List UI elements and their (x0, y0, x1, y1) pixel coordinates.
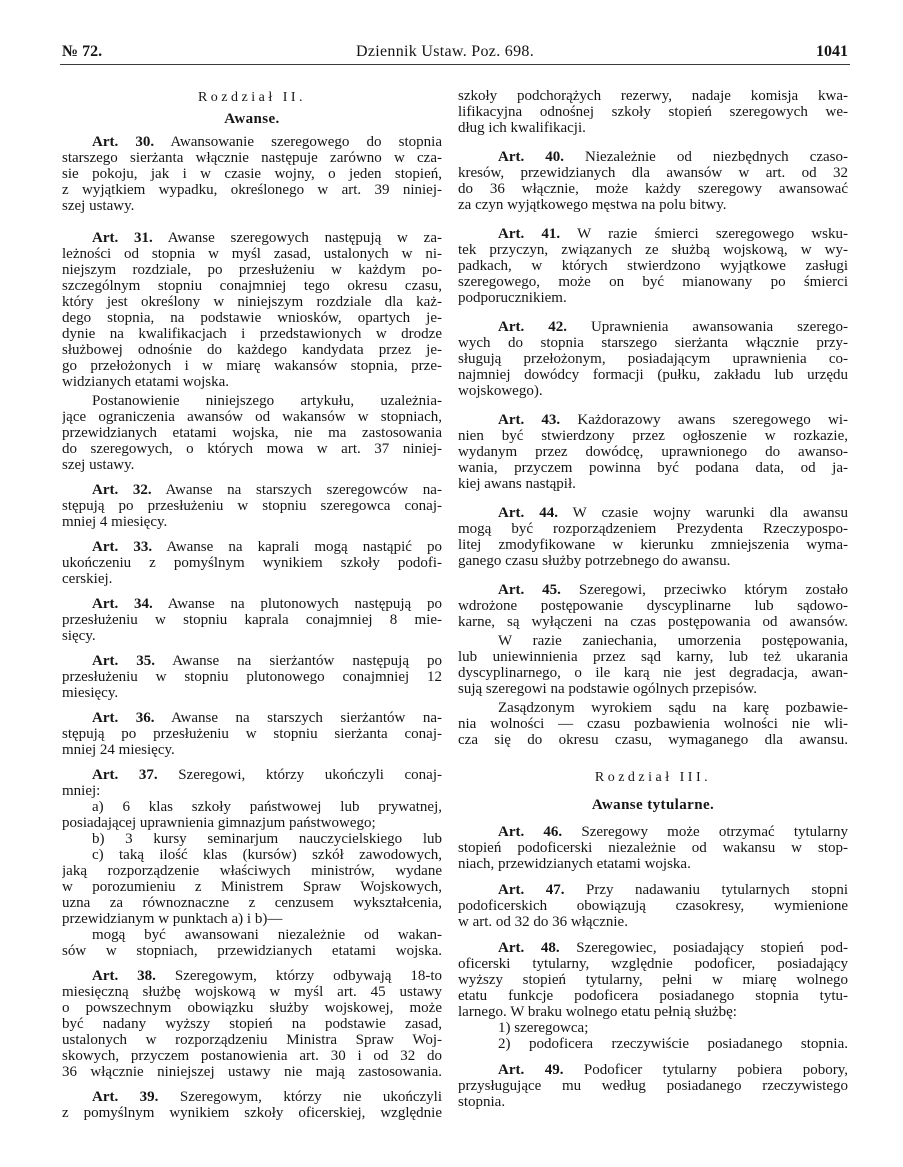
text-line: sów w stopniach, przewidzianych etatami wojska. (62, 943, 442, 959)
left-column (62, 88, 442, 1121)
text-line: miesięcy. (62, 685, 119, 701)
text-line (458, 940, 848, 956)
article-47 (458, 882, 848, 930)
article-36 (62, 710, 442, 758)
text-line: podporucznikiem. (458, 290, 567, 306)
text-line (458, 582, 848, 598)
article-label: Art. 33. (92, 539, 153, 555)
text-line (62, 653, 442, 669)
text-line: ganego czasu służby potrzebnego do awansu. (458, 553, 731, 569)
article-label: Art. 32. (92, 482, 152, 498)
text-line: wania, przyczem powinna być podana data, od ja- (458, 460, 848, 476)
text-line: larnego. W braku wolnego etatu pełnią służbę: (458, 1004, 737, 1020)
line-text: Awanse na starszych sierżantów na- (171, 710, 442, 726)
article-label: Art. 31. (92, 230, 153, 246)
text-line: jące ograniczenia awansów od wakansów w stopniach, (62, 409, 442, 425)
line-text: W czasie wojny warunki dla awansu (572, 505, 848, 521)
paragraph (458, 226, 848, 306)
header-rule (60, 64, 850, 65)
paragraph (458, 940, 848, 1020)
line-text: Szeregowy może otrzymać tytularny (581, 824, 848, 840)
text-line (62, 482, 442, 498)
text-line: wojskowego). (458, 383, 543, 399)
text-line (62, 847, 442, 863)
article-41 (458, 226, 848, 306)
paragraph (62, 596, 442, 644)
text-line (62, 393, 442, 409)
text-line (62, 799, 442, 815)
text-line: lifikacyjna odnośnej szkoły stopień szeregowych we- (458, 104, 848, 120)
line-text: W razie zaniechania, umorzenia postępowania, (498, 633, 848, 649)
paragraph (62, 767, 442, 799)
line-text: Awanse na kaprali mogą nastąpić po (166, 539, 442, 555)
text-line: mogą być rozporządzeniem Prezydenta Rzeczypospo- (458, 521, 848, 537)
article-44 (458, 505, 848, 569)
article-34 (62, 596, 442, 644)
text-line: do 36 włącznie, może każdy szeregowy awansować (458, 181, 848, 197)
text-line: mniej 4 miesięcy. (62, 514, 168, 530)
paragraph (458, 505, 848, 569)
text-line: nia wolności — czasu pozbawienia wolności nie wli- (458, 716, 848, 732)
paragraph (62, 134, 442, 214)
text-line (458, 149, 848, 165)
text-line (62, 1089, 442, 1105)
text-line: stopnia. (458, 1094, 506, 1110)
paragraph (458, 149, 848, 213)
line-text: 2) podoficera rzeczywiście posiadanego stopnia. (498, 1036, 848, 1052)
text-line (62, 927, 442, 943)
text-line: litej zmodyfikowane w kierunku zmniejszenia wyma- (458, 537, 848, 553)
text-line: tek przyczyn, związanych ze służbą wojskową, w wy- (458, 242, 848, 258)
line-text: b) 3 kursy seminarjum nauczycielskiego lub (92, 831, 442, 847)
text-line: w art. od 32 do 36 włącznie. (458, 914, 628, 930)
text-line: widzianych etatami wojska. (62, 374, 230, 390)
text-line: sięcy. (62, 628, 96, 644)
line-text: Awanse na plutonowych następują po (167, 596, 442, 612)
paragraph (458, 700, 848, 748)
article-label: Art. 41. (498, 226, 561, 242)
line-text: Przy nadawaniu tytularnych stopni (586, 882, 848, 898)
text-line: cerskiej. (62, 571, 113, 587)
text-line: szej ustawy. (62, 457, 135, 473)
text-line: oficerski tytularny, względnie podoficer, posiadający (458, 956, 848, 972)
line-text: Zasądzonym wyrokiem sądu na karę pozbawie- (498, 700, 848, 716)
article-list (62, 134, 442, 1121)
line-text: Postanowienie niniejszego artykułu, uzależnia- (92, 393, 442, 409)
paragraph (62, 482, 442, 530)
text-line: szej ustawy. (62, 198, 135, 214)
text-line (458, 505, 848, 521)
line-text: Szeregowym, którzy nie ukończyli (179, 1089, 442, 1105)
paragraph (62, 799, 442, 831)
text-line: kresów, przewidzianych dla awansów w art. od 32 (458, 165, 848, 181)
line-text: W razie śmierci szeregowego wsku- (577, 226, 848, 242)
paragraph (458, 582, 848, 630)
line-text: Szeregowiec, posiadający stopień pod- (576, 940, 848, 956)
paragraph (458, 1036, 848, 1052)
paragraph (458, 633, 848, 697)
text-line: szczególnym stopniu conajmniej tego okresu czasu, (62, 278, 442, 294)
article-label: Art. 30. (92, 134, 155, 150)
article-42 (458, 319, 848, 399)
article-label: Art. 36. (92, 710, 155, 726)
text-line: stępują po przesłużeniu w stopniu sierżanta conaj- (62, 726, 442, 742)
text-line: podoficerskich obowiązują czasokresy, wymienione (458, 898, 848, 914)
text-line: posiadającej uprawnienia gimnazjum państwowego; (62, 815, 376, 831)
line-text: mogą być awansowani niezależnie od wakan- (92, 927, 442, 943)
text-line: lub uniewinnienia przez sąd karny, lub też ukarania (458, 649, 848, 665)
article-43 (458, 412, 848, 492)
line-text: Szeregowi, przeciwko którym zostało (578, 582, 848, 598)
chapter-title: Awanse. (224, 111, 280, 127)
text-line: dług ich kwalifikacji. (458, 120, 586, 136)
article-38 (62, 968, 442, 1080)
chapter-label: Rozdział II. (197, 90, 307, 105)
text-line: przewidzianych etatami wojska, nie ma zastosowania (62, 425, 442, 441)
text-line: za czyn wyjątkowego męstwa na polu bitwy. (458, 197, 727, 213)
text-line (458, 882, 848, 898)
text-line: wdrożone postępowanie dyscyplinarne lub sądowo- (458, 598, 848, 614)
text-line: sługują przełożonym, posiadającym uprawnienia co- (458, 351, 848, 367)
paragraph (458, 319, 848, 399)
text-line: stępują po przesłużeniu w stopniu szeregowca conaj- (62, 498, 442, 514)
line-text: 1) szeregowca; (498, 1020, 589, 1036)
text-line: mniej 24 miesięcy. (62, 742, 175, 758)
chapter-heading (62, 88, 442, 130)
article-label: Art. 44. (498, 505, 558, 521)
paragraph (458, 1020, 848, 1036)
text-line (458, 700, 848, 716)
text-line: miesięczną służbę wojskową w myśl art. 45 ustawy (62, 984, 442, 1000)
paragraph (62, 847, 442, 927)
paragraph (458, 1062, 848, 1110)
line-text: Podoficer tytularny pobiera pobory, (583, 1062, 848, 1078)
article-label: Art. 35. (92, 653, 156, 669)
text-line: starszego sierżanta włącznie następuje zarówno w cza- (62, 150, 442, 166)
text-line (458, 633, 848, 649)
article-label: Art. 46. (498, 824, 563, 840)
text-line: być nadany wyższy stopień na podstawie zasad, (62, 1016, 442, 1032)
issue-number: № 72. (62, 43, 103, 60)
text-line (458, 1036, 848, 1052)
text-line: z pomyślnym wynikiem szkoły oficerskiej, względnie (62, 1105, 442, 1121)
text-line: niejszym rozdziale, po przesłużeniu w każdym po- (62, 262, 442, 278)
page-number: 1041 (816, 43, 848, 60)
text-line: do szeregowych, o których mowa w art. 37 niniej- (62, 441, 442, 457)
text-line: o powszechnym obowiązku służby wojskowej, może (62, 1000, 442, 1016)
paragraph (62, 230, 442, 390)
text-line: wyższy stopień tytularny, pełni w miarę wolnego (458, 972, 848, 988)
text-line (62, 767, 442, 783)
paragraph (62, 1089, 442, 1121)
text-line (62, 596, 442, 612)
text-line: szkoły podchorążych rezerwy, nadaje komisja kwa- (458, 88, 848, 104)
paragraph (458, 412, 848, 492)
article-39 (62, 1089, 442, 1121)
chapter-heading (458, 768, 848, 816)
text-line: etatu funkcje podoficera posiadanego stopnia tytu- (458, 988, 848, 1004)
text-line: ustalonych w rozporządzeniu Ministra Spraw Woj- (62, 1032, 442, 1048)
text-line: wych do stopnia starszego sierżanta włącznie przy- (458, 335, 848, 351)
text-line: cza się do okresu czasu, wymaganego dla awansu. (458, 732, 848, 748)
text-line (458, 319, 848, 335)
paragraph (62, 539, 442, 587)
article-40 (458, 149, 848, 213)
text-line (62, 539, 442, 555)
text-line: dyscyplinarnego, o ile karą nie jest degradacja, awan- (458, 665, 848, 681)
article-label: Art. 40. (498, 149, 565, 165)
article-label: Art. 42. (498, 319, 567, 335)
paragraph (62, 393, 442, 473)
text-line: w porozumieniu z Ministrem Spraw Wojskowych, (62, 879, 442, 895)
article-46 (458, 824, 848, 872)
text-line: który jest określony w niniejszym rozdziale dla każ- (62, 294, 442, 310)
paragraph (62, 968, 442, 1080)
text-line: skowych, przyczem postanowienia art. 30 i od 32 do (62, 1048, 442, 1064)
article-label: Art. 34. (92, 596, 153, 612)
line-text: c) taką ilość klas (kursów) szkół zawodowych, (92, 847, 442, 863)
paragraph (62, 710, 442, 758)
text-line: wydanym przez dowódcę, uprawnionego do awanso- (458, 444, 848, 460)
text-line (62, 831, 442, 847)
text-line: stopień podoficerski niezależnie od wakansu w stop- (458, 840, 848, 856)
line-text: Szeregowi, którzy ukończyli conaj- (178, 767, 442, 783)
text-line: mniej: (62, 783, 101, 799)
article-label: Art. 38. (92, 968, 156, 984)
text-line: nien być stwierdzony przez ogłoszenie w rozkazie, (458, 428, 848, 444)
article-label: Art. 49. (498, 1062, 564, 1078)
article-48 (458, 940, 848, 1052)
text-line: z wyjątkiem wypadku, określonego w art. 39 niniej- (62, 182, 442, 198)
text-line: najmniej dowódcy formacji (pułku, zakładu lub urzędu (458, 367, 848, 383)
article-label: Art. 43. (498, 412, 561, 428)
text-line (458, 1062, 848, 1078)
article-33 (62, 539, 442, 587)
text-line: dynie na kwalifikacjach i przedstawionych w drodze (62, 326, 442, 342)
journal-title: Dziennik Ustaw. Poz. 698. (356, 43, 534, 60)
article-32 (62, 482, 442, 530)
text-line: jaką rozporządzenie właściwych ministrów, wydane (62, 863, 442, 879)
article-label: Art. 45. (498, 582, 561, 598)
text-line: 36 włącznie niniejszej ustawy nie mają zastosowania. (62, 1064, 442, 1080)
chapter-label: Rozdział III. (594, 770, 712, 785)
text-line (458, 226, 848, 242)
text-line: przesłużeniu w stopniu kaprala conajmniej 8 mie- (62, 612, 442, 628)
text-line (458, 412, 848, 428)
text-line: niach, przewidzianych etatami wojska. (458, 856, 691, 872)
article-30 (62, 134, 442, 214)
text-line (458, 1020, 848, 1036)
article-label: Art. 48. (498, 940, 560, 956)
continuation-paragraph (458, 88, 848, 136)
article-label: Art. 39. (92, 1089, 159, 1105)
line-text: a) 6 klas szkoły państwowej lub prywatnej, (92, 799, 442, 815)
line-text: Awanse na starszych szeregowców na- (165, 482, 442, 498)
chapter-title: Awanse tytularne. (591, 797, 715, 813)
text-line (62, 230, 442, 246)
paragraph (62, 927, 442, 959)
line-text: Każdorazowy awans szeregowego wi- (577, 412, 848, 428)
text-line: przysługujące mu według posiadanego rzeczywistego (458, 1078, 848, 1094)
text-line: uzna za równoznaczne z cenzusem wykształcenia, (62, 895, 442, 911)
line-text: Awansowanie szeregowego do stopnia (170, 134, 442, 150)
article-37 (62, 767, 442, 959)
article-35 (62, 653, 442, 701)
text-line: dego stopnia, na podstawie wniosków, opartych je- (62, 310, 442, 326)
text-line: leżności od stopnia w myśl zasad, ustalonych w ni- (62, 246, 442, 262)
text-line: służbowej odnośnie do każdego kandydata przez je- (62, 342, 442, 358)
text-line (62, 968, 442, 984)
right-column (458, 88, 848, 1110)
text-line (62, 134, 442, 150)
article-label: Art. 37. (92, 767, 158, 783)
text-line: przewidzianym w punktach a) i b)— (62, 911, 283, 927)
line-text: Awanse na sierżantów następują po (172, 653, 442, 669)
text-line: szeregowego, może on być mianowany po śmierci (458, 274, 848, 290)
paragraph (458, 882, 848, 930)
line-text: Awanse szeregowych następują w za- (167, 230, 442, 246)
text-line: padkach, w których stwierdzono wyjątkowe zasługi (458, 258, 848, 274)
paragraph (62, 831, 442, 847)
article-49 (458, 1062, 848, 1110)
text-line (62, 710, 442, 726)
paragraph (458, 824, 848, 872)
text-line: sują szeregowi na podstawie ogólnych przepisów. (458, 681, 757, 697)
article-list (458, 824, 848, 1110)
article-list (458, 149, 848, 748)
text-line: go przełożonych i w miarę wakansów stopnia, prze- (62, 358, 442, 374)
text-line (458, 824, 848, 840)
text-line: sie pokoju, jak i w czasie wojny, o jeden stopień, (62, 166, 442, 182)
line-text: Niezależnie od niezbędnych czaso- (585, 149, 848, 165)
article-label: Art. 47. (498, 882, 565, 898)
line-text: Uprawnienia awansowania szerego- (590, 319, 848, 335)
article-31 (62, 230, 442, 473)
text-line: ukończeniu z pomyślnym wynikiem szkoły podofi- (62, 555, 442, 571)
line-text: Szeregowym, którzy odbywają 18-to (174, 968, 442, 984)
text-line: przesłużeniu w stopniu plutonowego conajmniej 12 (62, 669, 442, 685)
article-45 (458, 582, 848, 748)
text-line: karne, są wyłączeni na czas postępowania od awansów. (458, 614, 848, 630)
text-line: kiej awans nastąpił. (458, 476, 576, 492)
paragraph (62, 653, 442, 701)
